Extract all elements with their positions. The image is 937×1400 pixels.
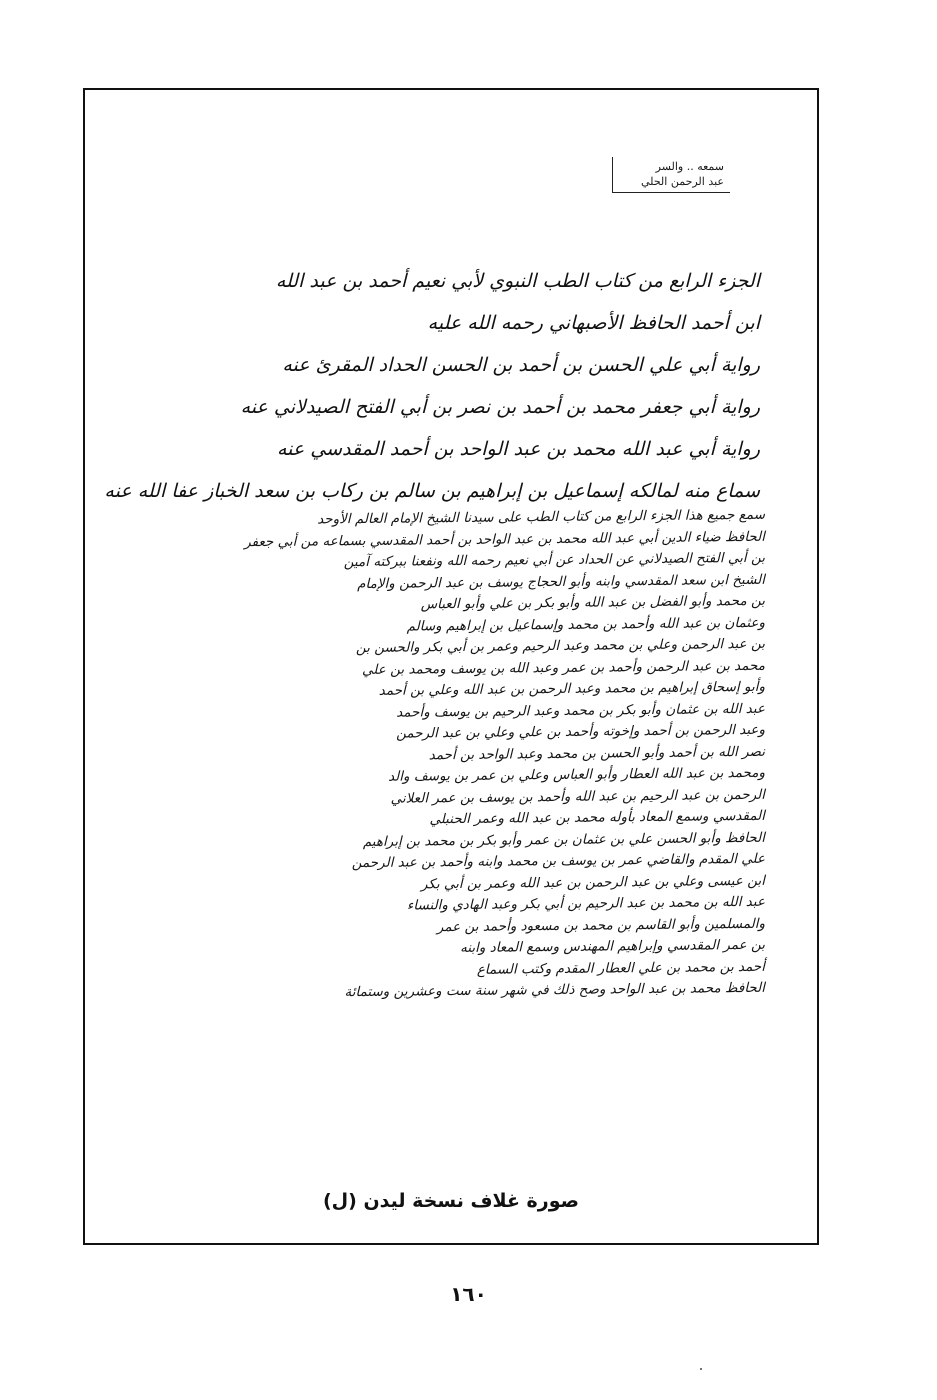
ownership-stamp (612, 157, 730, 193)
title-line: رواية أبي علي الحسن بن أحمد بن الحسن الحداد المقرئ عنه (282, 354, 760, 376)
stamp-line: عبد الرحمن الحلي (641, 175, 724, 188)
manuscript-frame (83, 88, 819, 1245)
certificate-line: والمسلمين وأبو القاسم بن محمد بن مسعود وأحمد بن عمر (436, 915, 766, 935)
certificate-line: محمد بن عبد الرحمن وأحمد بن عمر وعبد الله بن يوسف ومحمد بن علي (361, 657, 766, 678)
certificate-line: المقدسي وسمع المعاد بأوله محمد بن عبد الله وعمر الحنبلي (429, 807, 766, 828)
certificate-line: الحافظ محمد بن عبد الواحد وصح ذلك في شهر سنة ست وعشرين وستمائة (344, 979, 766, 1001)
certificate-line: الحافظ ضياء الدين أبي عبد الله محمد بن عبد الواحد بن أحمد المقدسي بسماعه من أبي جعفر (244, 528, 766, 550)
certificate-line: بن عبد الرحمن وعلي بن محمد وعبد الرحيم وعمر بن أبي بكر والحسن بن (355, 635, 766, 657)
certificate-line: الشيخ ابن سعد المقدسي وابنه وأبو الحجاج يوسف بن عبد الرحمن والإمام (357, 571, 766, 592)
certificate-line: بن أبي الفتح الصيدلاني عن الحداد عن أبي نعيم رحمه الله ونفعنا ببركته آمين (343, 549, 766, 571)
certificate-line: عبد الله بن عثمان وأبو بكر بن محمد وعبد الرحيم بن يوسف وأحمد (396, 700, 766, 721)
manuscript-title-block (104, 260, 760, 512)
certificate-line: وعبد الرحمن بن أحمد وإخوته وأحمد بن علي وعلي بن عبد الرحمن (396, 721, 766, 742)
page-number: ١٦٠ (450, 1282, 487, 1306)
certificate-line: وعثمان بن عبد الله وأحمد بن محمد وإسماعيل بن إبراهيم وسالم (406, 614, 766, 635)
certificate-line: الحافظ وأبو الحسن علي بن عثمان بن عمر وأبو بكر بن محمد بن إبراهيم (362, 829, 766, 850)
certificate-line: ومحمد بن عبد الله العطار وأبو العباس وعلي بن عمر بن يوسف والد (387, 764, 766, 785)
title-line: رواية أبي عبد الله محمد بن عبد الواحد بن أحمد المقدسي عنه (277, 438, 760, 460)
stamp-line: سمعه .. والسر (655, 160, 724, 173)
certificate-line: سمع جميع هذا الجزء الرابع من كتاب الطب على سيدنا الشيخ الإمام العالم الأوحد (317, 506, 766, 528)
certificate-line: بن محمد وأبو الفضل بن عبد الله وأبو بكر بن علي وأبو العباس (420, 592, 766, 613)
figure-caption: صورة غلاف نسخة ليدن (ل) (323, 1190, 579, 1212)
title-line: سماع منه لمالكه إسماعيل بن إبراهيم بن سالم بن ركاب بن سعد الخباز عفا الله عنه (104, 480, 760, 502)
title-line: الجزء الرابع من كتاب الطب النبوي لأبي نعيم أحمد بن عبد الله (275, 270, 760, 292)
certificate-line: ابن عيسى وعلي بن عبد الرحمن بن عبد الله وعمر بن أبي بكر (420, 872, 766, 892)
certificate-line: علي المقدم والقاضي عمر بن يوسف بن محمد وابنه وأحمد بن عبد الرحمن (351, 850, 766, 872)
title-line: ابن أحمد الحافظ الأصبهاني رحمه الله عليه (427, 312, 760, 334)
certificate-line: عبد الله بن محمد بن عبد الرحيم بن أبي بكر وعبد الهادي والنساء (406, 893, 766, 914)
scan-speck (700, 1368, 702, 1370)
certificate-line: بن عمر المقدسي وإبراهيم المهندس وسمع المعاد وابنه (459, 936, 766, 956)
certificate-line: نصر الله بن أحمد وأبو الحسن بن محمد وعبد الواحد بن أحمد (428, 743, 766, 763)
audition-certificate (155, 508, 765, 1110)
certificate-line: الرحمن بن عبد الرحيم بن عبد الله وأحمد بن يوسف بن عمر العلاني (390, 786, 766, 807)
certificate-line: أحمد بن محمد بن علي العطار المقدم وكتب السماع (476, 958, 766, 978)
certificate-line: وأبو إسحاق إبراهيم بن محمد وعبد الرحمن بن عبد الله وعلي بن أحمد (378, 678, 766, 699)
title-line: رواية أبي جعفر محمد بن أحمد بن نصر بن أبي الفتح الصيدلاني عنه (240, 396, 760, 418)
